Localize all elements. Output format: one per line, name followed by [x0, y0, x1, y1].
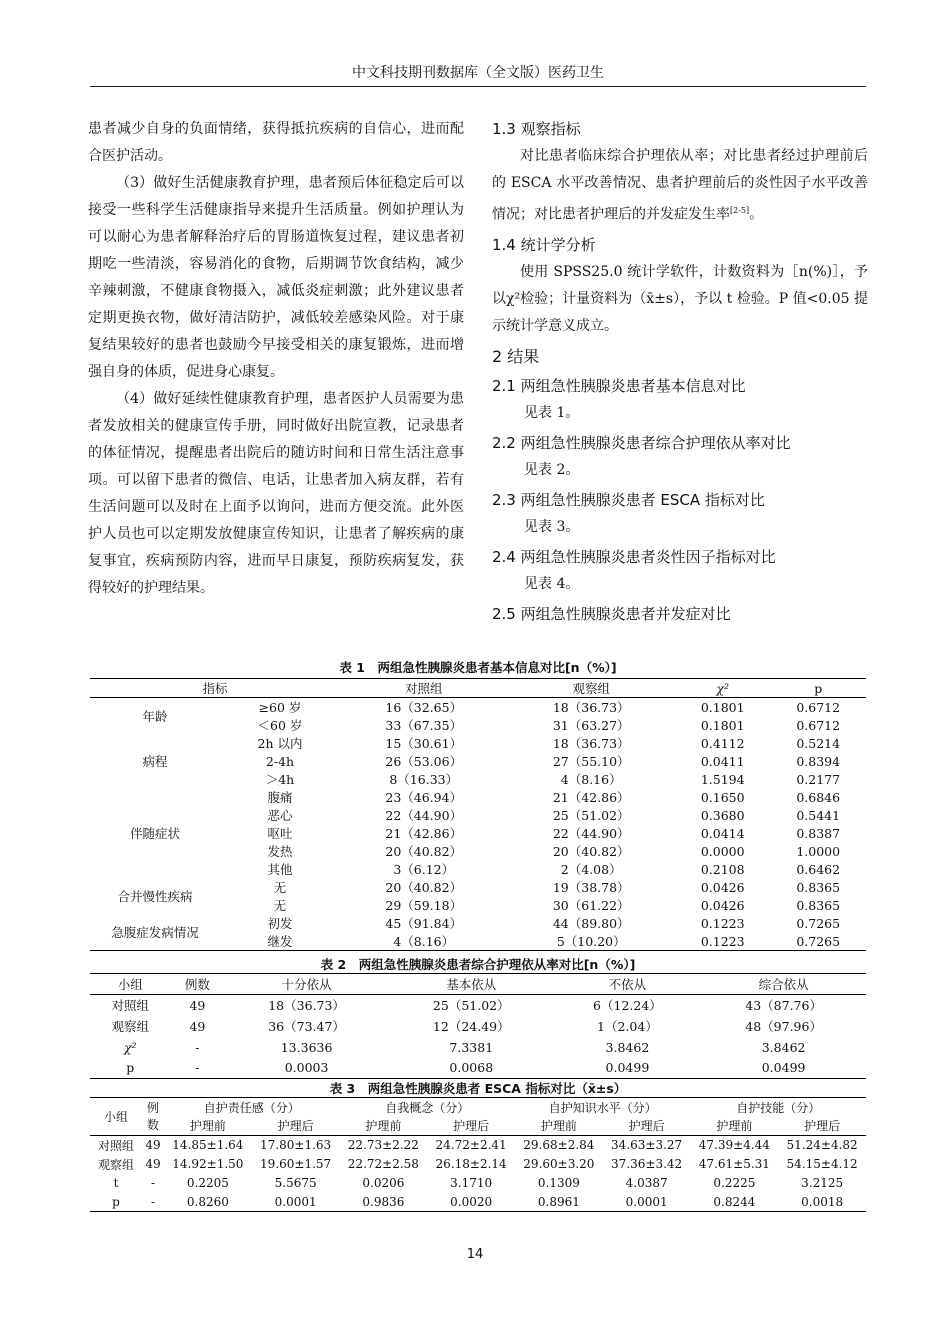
- table-cell: 对照组: [111, 998, 150, 1014]
- table-cell: 19.60±1.57: [260, 1157, 332, 1171]
- table-cell: 0.1309: [537, 1176, 580, 1190]
- table3-category: 自护责任感（分）: [203, 1100, 300, 1115]
- table-row: [90, 788, 866, 806]
- table-cell: 1.0000: [796, 843, 841, 859]
- table-cell: 其他: [267, 862, 293, 877]
- table-cell: 0.0499: [761, 1060, 806, 1076]
- table-cell: 0.0206: [362, 1176, 405, 1190]
- left-column: [88, 116, 464, 602]
- page-number: 14: [466, 1247, 484, 1262]
- table-cell: 0.2108: [700, 861, 745, 877]
- table-cell: 0.1801: [700, 717, 745, 733]
- table-cell: 0.8365: [796, 879, 841, 895]
- table-cell: 0.0018: [801, 1194, 844, 1209]
- table-cell: 1（2.04）: [597, 1019, 658, 1034]
- table3-category: 自护技能（分）: [736, 1100, 821, 1115]
- table-cell: 49: [189, 1018, 206, 1034]
- table-cell: 0.1801: [700, 699, 745, 715]
- paragraph-3: （4）做好延续性健康教育护理，患者医护人员需要为患者发放相关的健康宣传手册，同时做好出院宣教，记录患者的体征情况，提醒患者出院后的随访时间和日常生活注意事项。可以留下患者的微信、电话，让患者加入病友群，若有生活问题可以及时在上面予以询问，进而方便交流。此外医护人员也可以定期发放健康宣传知识，让患者了解疾病的康复事宜，疾病预防内容，进而早日康复，预防疾病复发，获得较好的护理结果。: [88, 391, 464, 596]
- table3-category: 自护知识水平（分）: [548, 1100, 657, 1115]
- table-cell: 观察组: [97, 1157, 134, 1172]
- table-cell: 54.15±4.12: [786, 1157, 858, 1171]
- table-cell: 23（46.94）: [385, 790, 463, 805]
- table-cell: 22（44.90）: [552, 826, 630, 841]
- paragraph-1: 患者减少自身的负面情绪，获得抵抗疾病的自信心，进而配合医护活动。: [88, 121, 464, 164]
- table-cell: 19（38.78）: [552, 880, 630, 895]
- table-cell: 22（44.90）: [385, 808, 463, 823]
- table-row: [90, 1193, 866, 1212]
- table-cell: 44（89.80）: [552, 916, 630, 931]
- table-row: [90, 1174, 866, 1193]
- table-cell: 31（63.27）: [552, 718, 630, 733]
- table2-body: [90, 995, 866, 1079]
- table-cell: 观察组: [111, 1019, 150, 1034]
- paragraph-2: （3）做好生活健康教育护理，患者预后体征稳定后可以接受一些科学生活健康指导来提升生活质量。例如护理认为可以耐心为患者解释治疗后的胃肠道恢复过程，建议患者初期吃一些清淡，容易消化的食物，后期调节饮食结构，减少辛辣刺激，不健康食物摄入，减低炎症刺激；此外建议患者定期更换衣物，做好清洁防护，减低较差感染风险。对于康复结果较好的患者也鼓励今早接受相关的康复锻炼，进而增强自身的体质，促进身心康复。: [88, 175, 464, 380]
- table1-body: [90, 698, 866, 951]
- table-cell: 2（4.08）: [560, 862, 622, 877]
- table1-group-label: 急腹症发病情况: [111, 925, 199, 940]
- table-cell: 2-4h: [265, 753, 295, 769]
- table-cell: 恶心: [267, 808, 293, 823]
- table-cell: 21（42.86）: [385, 826, 463, 841]
- table-cell: 初发: [267, 916, 293, 931]
- table-cell: 无: [273, 898, 287, 913]
- table-cell: -: [195, 1060, 200, 1076]
- table2-header: 基本依从: [446, 977, 497, 992]
- table-cell: 0.0001: [274, 1194, 317, 1209]
- table3-sub-header: 护理后: [277, 1119, 314, 1134]
- table-cell: 12（24.49）: [432, 1019, 510, 1034]
- table-cell: 29.68±2.84: [523, 1138, 595, 1153]
- table-row: [90, 1136, 866, 1155]
- table-cell: p: [112, 1194, 120, 1209]
- table-cell: 5.5675: [274, 1176, 317, 1190]
- table3-sub-header: 护理后: [628, 1119, 665, 1134]
- table-cell: 0.9836: [362, 1194, 405, 1209]
- table-cell: 14.92±1.50: [172, 1157, 244, 1171]
- table1-caption: 表 1 两组急性胰腺炎患者基本信息对比[n（%）]: [339, 660, 617, 675]
- table-cell: 3.8462: [605, 1039, 650, 1055]
- table2-header: 十分依从: [281, 977, 332, 992]
- header-rule: [90, 86, 866, 87]
- table-cell: 0.0020: [450, 1194, 493, 1209]
- table-cell: 3.8462: [761, 1039, 806, 1055]
- section-2-5-title: 2.5 两组急性胰腺炎患者并发症对比: [492, 604, 731, 623]
- table-row: [90, 698, 866, 717]
- table3-category: 自我概念（分）: [385, 1100, 470, 1115]
- table-cell: 0.5441: [796, 807, 841, 823]
- table-cell: 20（40.82）: [385, 880, 463, 895]
- table-cell: 24.72±2.41: [435, 1138, 507, 1153]
- table2-header: 不依从: [608, 977, 647, 992]
- table-cell: 0.0411: [700, 753, 745, 769]
- table-cell: 16（32.65）: [385, 700, 463, 715]
- table-row: [90, 1016, 866, 1037]
- section-2-4-ref: 见表 4。: [524, 575, 580, 592]
- table-cell: 47.39±4.44: [698, 1138, 770, 1153]
- table-cell: 0.7265: [796, 915, 841, 931]
- table-cell: 4（8.16）: [393, 934, 455, 949]
- table-cell: 0.2177: [796, 771, 841, 787]
- table-cell: χ²: [123, 1039, 137, 1055]
- table3-group-header: 小组: [90, 1098, 142, 1136]
- table-cell: 7.3381: [449, 1039, 494, 1055]
- table-cell: 15（30.61）: [385, 736, 463, 751]
- table-cell: 0.6712: [796, 717, 841, 733]
- table-row: [90, 1037, 866, 1058]
- section-2-1-ref: 见表 1。: [524, 404, 580, 421]
- section-2-3-title: 2.3 两组急性胰腺炎患者 ESCA 指标对比: [492, 490, 765, 509]
- section-1-3-title: 1.3 观察指标: [492, 120, 581, 138]
- table-cell: 0.1223: [700, 933, 745, 949]
- table-row: [90, 734, 866, 752]
- table-cell: 30（61.22）: [552, 898, 630, 913]
- table-row: [90, 1058, 866, 1079]
- table1-header: 观察组: [572, 681, 610, 696]
- table3-sub-header: 护理前: [540, 1119, 577, 1134]
- table-cell: 0.5214: [796, 735, 841, 751]
- table-cell: -: [150, 1176, 156, 1190]
- table1: [90, 678, 866, 951]
- table-cell: 0.4112: [700, 735, 745, 751]
- table3-caption: 表 3 两组急性胰腺炎患者 ESCA 指标对比（x̄±s）: [329, 1081, 627, 1096]
- journal-header: 中文科技期刊数据库（全文版）医药卫生: [352, 65, 604, 81]
- table3: [90, 1097, 866, 1212]
- table-cell: 14.85±1.64: [172, 1138, 244, 1153]
- table-cell: 0.2205: [186, 1176, 229, 1190]
- table-cell: 2h 以内: [257, 736, 303, 751]
- table2-header: 综合依从: [758, 977, 809, 992]
- table-cell: -: [195, 1039, 200, 1055]
- table-cell: 继发: [267, 934, 293, 949]
- table-row: [90, 878, 866, 896]
- table-cell: 4（8.16）: [560, 772, 622, 787]
- table-cell: 0.6846: [796, 789, 841, 805]
- table-cell: 0.0068: [449, 1060, 494, 1076]
- right-column: [492, 116, 868, 628]
- table2: [90, 973, 866, 1079]
- table-cell: 0.8244: [713, 1194, 756, 1209]
- table-cell: 3.2125: [801, 1176, 844, 1190]
- table-cell: 6（12.24）: [593, 998, 662, 1014]
- table-cell: 20（40.82）: [385, 844, 463, 859]
- table-cell: 0.8260: [186, 1194, 229, 1209]
- table-row: [90, 914, 866, 932]
- table2-header: 小组: [117, 977, 143, 992]
- table-cell: 呕吐: [267, 826, 293, 841]
- table1-group-label: 伴随症状: [129, 826, 180, 841]
- table-cell: 26.18±2.14: [435, 1157, 507, 1171]
- table2-header: 例数: [184, 977, 210, 992]
- table-cell: 43（87.76）: [745, 998, 822, 1014]
- table-cell: 0.0499: [605, 1060, 650, 1076]
- section-2-4-title: 2.4 两组急性胰腺炎患者炎性因子指标对比: [492, 547, 776, 566]
- table3-count-header: 例数: [142, 1098, 164, 1136]
- table-cell: 18（36.73）: [268, 998, 345, 1014]
- table-cell: 47.61±5.31: [698, 1157, 770, 1171]
- table-cell: 无: [273, 880, 287, 895]
- table1-header: χ²: [716, 680, 729, 696]
- section-1-4-title: 1.4 统计学分析: [492, 235, 596, 254]
- table3-sub-header: 护理后: [804, 1119, 841, 1134]
- table-cell: 0.0001: [625, 1194, 668, 1209]
- table-cell: ≥60 岁: [258, 700, 302, 715]
- table-cell: 21（42.86）: [552, 790, 630, 805]
- table-cell: 33（67.35）: [385, 718, 463, 733]
- table3-sub-header: 护理前: [716, 1119, 753, 1134]
- table1-group-label: 合并慢性疾病: [117, 889, 193, 904]
- table-cell: ＜60 岁: [257, 718, 303, 733]
- table-cell: 0.8394: [796, 753, 841, 769]
- table-row: [90, 1155, 866, 1174]
- section-2-1-title: 2.1 两组急性胰腺炎患者基本信息对比: [492, 376, 746, 395]
- table-cell: 49: [145, 1138, 161, 1153]
- table-cell: 48（97.96）: [745, 1019, 822, 1034]
- table-cell: 49: [189, 997, 206, 1013]
- table-cell: 3.1710: [450, 1176, 493, 1190]
- table-cell: 8（16.33）: [389, 772, 459, 787]
- table-cell: 0.0426: [700, 897, 745, 913]
- table-cell: 13.3636: [280, 1039, 333, 1055]
- table-cell: 45（91.84）: [385, 916, 463, 931]
- table-cell: 36（73.47）: [268, 1019, 345, 1034]
- table-cell: 51.24±4.82: [786, 1138, 858, 1153]
- table1-group-label: 年龄: [142, 709, 168, 724]
- table-cell: 0.6462: [796, 861, 841, 877]
- table3-body: [90, 1136, 866, 1212]
- table-cell: 29.60±3.20: [523, 1157, 595, 1171]
- table-cell: 0.0426: [700, 879, 745, 895]
- table-cell: 0.2225: [713, 1176, 756, 1190]
- section-2-title: 2 结果: [492, 346, 540, 366]
- table-cell: 0.0000: [700, 843, 745, 859]
- table-cell: 发热: [267, 844, 293, 859]
- table1-header: p: [814, 680, 823, 696]
- table-cell: 27（55.10）: [552, 754, 630, 769]
- table-cell: 26（53.06）: [385, 754, 463, 769]
- table-cell: 0.7265: [796, 933, 841, 949]
- section-2-2-ref: 见表 2。: [524, 461, 580, 478]
- table-cell: -: [150, 1194, 156, 1209]
- table-cell: t: [113, 1176, 119, 1190]
- table1-header: 对照组: [404, 681, 443, 696]
- table-cell: 17.80±1.63: [260, 1138, 332, 1153]
- table-cell: 22.72±2.58: [347, 1157, 419, 1171]
- section-2-2-title: 2.2 两组急性胰腺炎患者综合护理依从率对比: [492, 433, 791, 452]
- table-cell: 29（59.18）: [385, 898, 463, 913]
- table3-sub-header: 护理前: [365, 1119, 402, 1134]
- table-cell: 0.6712: [796, 699, 841, 715]
- table-cell: 1.5194: [700, 771, 745, 787]
- table-cell: 0.3680: [700, 807, 745, 823]
- table-cell: 3（6.12）: [393, 862, 455, 877]
- table-cell: 25（51.02）: [552, 808, 630, 823]
- table-cell: 22.73±2.22: [347, 1138, 419, 1153]
- table-cell: 4.0387: [625, 1176, 668, 1190]
- table-row: [90, 995, 866, 1016]
- table3-sub-header: 护理后: [453, 1119, 490, 1134]
- table-cell: 0.1223: [700, 915, 745, 931]
- table-cell: 18（36.73）: [552, 700, 630, 715]
- section-1-4-text: 使用 SPSS25.0 统计学软件，计数资料为［n(%)］，予以χ²检验；计量资料为（x̄±s），予以 t 检验。P 值<0.05 提示统计学意义成立。: [492, 263, 868, 334]
- table-cell: 18（36.73）: [552, 736, 630, 751]
- table1-group-label: 病程: [142, 754, 168, 769]
- table-cell: 0.8961: [537, 1194, 580, 1209]
- table1-header: 指标: [202, 681, 228, 696]
- table-cell: 0.8365: [796, 897, 841, 913]
- table-cell: 对照组: [97, 1138, 134, 1153]
- table-cell: 25（51.02）: [432, 998, 510, 1014]
- table-cell: 20（40.82）: [552, 844, 630, 859]
- table-cell: 34.63±3.27: [611, 1138, 683, 1153]
- table-cell: 0.0003: [284, 1060, 329, 1076]
- table-cell: 腹痛: [267, 790, 293, 805]
- table-cell: 0.0414: [700, 825, 745, 841]
- table-cell: 37.36±3.42: [611, 1157, 683, 1171]
- table-cell: 0.1650: [700, 789, 745, 805]
- citation: [2-5]: [730, 206, 750, 215]
- table-cell: p: [126, 1060, 135, 1076]
- section-2-3-ref: 见表 3。: [524, 518, 580, 535]
- table3-sub-header: 护理前: [189, 1119, 226, 1134]
- table-cell: 5（10.20）: [556, 934, 626, 949]
- section-1-3-text: 对比患者临床综合护理依从率；对比患者经过护理前后的 ESCA 水平改善情况、患者护理前后的炎性因子水平改善情况；对比患者护理后的并发症发生率[2-5]。: [492, 148, 868, 223]
- table-cell: 0.8387: [796, 825, 841, 841]
- table-cell: 49: [145, 1157, 161, 1171]
- table-cell: ＞4h: [265, 772, 295, 787]
- table2-caption: 表 2 两组急性胰腺炎患者综合护理依从率对比[n（%）]: [320, 957, 636, 972]
